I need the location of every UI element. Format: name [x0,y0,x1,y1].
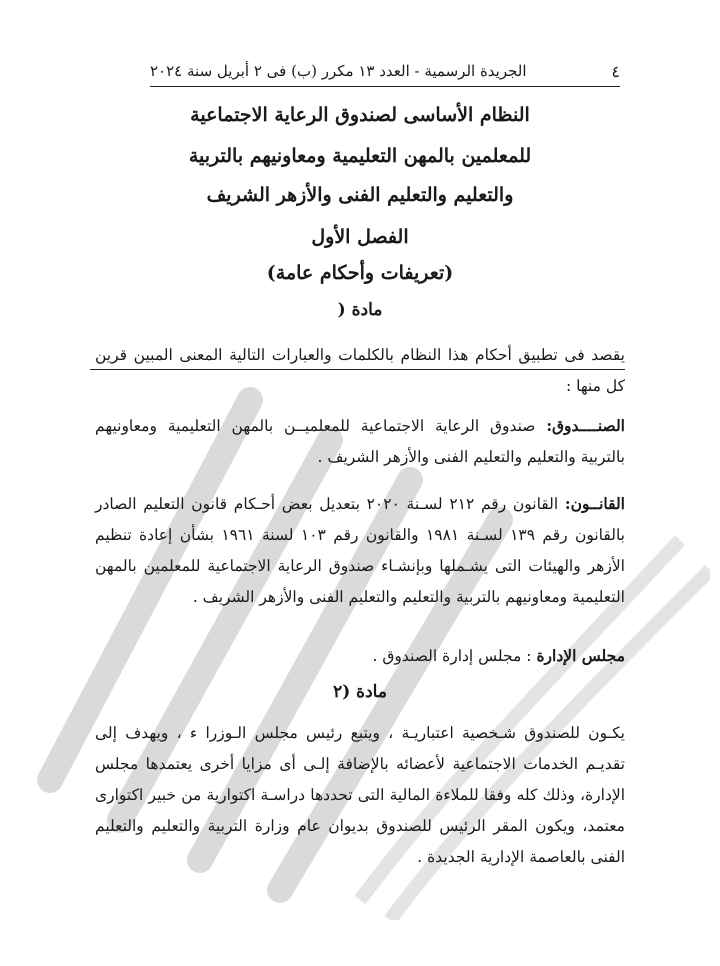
chapter-heading: الفصل الأول [311,226,409,248]
definition-board-text: : مجلس إدارة الصندوق . [372,647,532,665]
article-2-heading: مادة (٢ [333,682,387,702]
definition-law-term: القانــون: [564,494,625,513]
definition-fund-text: صندوق الرعاية الاجتماعية للمعلميــن بالمهن التعليمية ومعاونيهم بالتربية والتعليم والتعليم الفنى والأزهر الشريف . [95,417,625,466]
document-title-line-2: للمعلمين بالمهن التعليمية ومعاونيهم بالتربية [188,145,532,167]
article-1-heading: مادة ( [337,300,383,320]
definition-board [95,640,625,672]
definition-fund [95,410,625,473]
gazette-header [150,56,620,87]
page-number: ٤ [611,61,620,81]
document-title-line-1: النظام الأساسى لصندوق الرعاية الاجتماعية [190,104,530,126]
definition-law-text: القانون رقم ٢١٢ لسـنة ٢٠٢٠ بتعديل بعض أحـكام قانون التعليم الصادر بالقانون رقم ١٣٩ لسـنة ١٩٨١ والقانون رقم ١٠٣ لسنة ١٩٦١ بشأن إعادة تنظيم الأزهر والهيئات التى يشـملها وبإنشـاء صندوق الرعاية الاجتماعية للمعلمين بالمهن التعليمية ومعاونيهم بالتربية والتعليم والتعليم الفنى والأزهر الشريف . [95,495,625,606]
definition-law [95,488,625,613]
article-2-text: يكـون للصندوق شـخصية اعتباريـة ، ويتبع رئيس مجلس الـوزرا ء ، ويهدف إلى تقديـم الخدمات الاجتماعية لأعضائه بالإضافة إلـى أى مزايا أخرى يعتمدها مجلس الإدارة، وذلك كله وفقا للملاءة المالية التى تحددها دراسـة اكتوارية من خبير اكتوارى معتمد، ويكون المقر الرئيس للصندوق بديوان عام وزارة التربية والتعليم والتعليم الفنى بالعاصمة الإدارية الجديدة . [95,724,625,866]
definition-board-term: مجلس الإدارة [536,646,625,665]
gazette-issue-line: الجريدة الرسمية - العدد ١٣ مكرر (ب) فى ٢ أبريل سنة ٢٠٢٤ [150,62,527,80]
article-1-intro: يقصد فى تطبيق أحكام هذا النظام بالكلمات والعبارات التالية المعنى المبين قرين كل منها : [95,346,625,395]
chapter-subheading: (تعريفات وأحكام عامة) [266,262,454,284]
document-title-line-3: والتعليم والتعليم الفنى والأزهر الشريف [206,184,514,206]
definition-fund-term: الصنــــدوق: [546,416,625,435]
